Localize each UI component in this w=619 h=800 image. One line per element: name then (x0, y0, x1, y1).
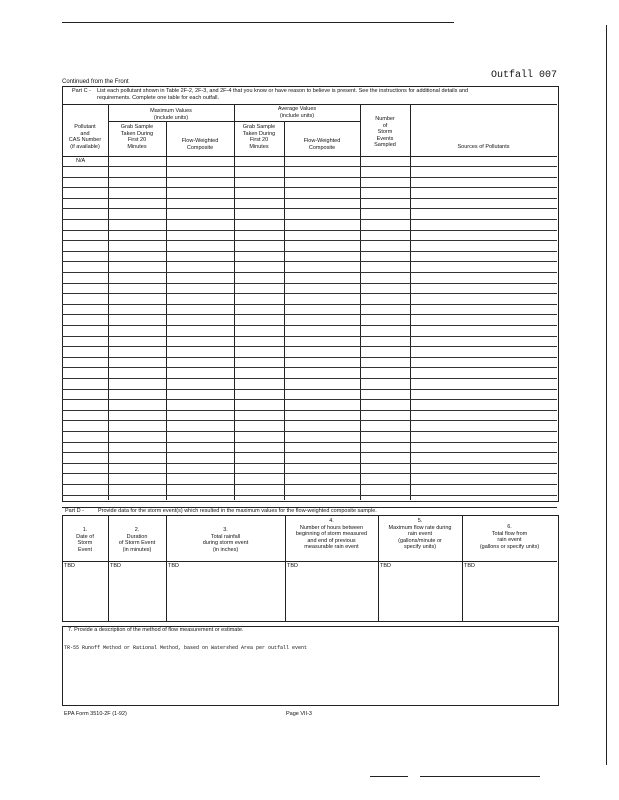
header-num-events: Number of Storm Events Sampled (374, 116, 396, 148)
right-margin-rule (606, 25, 607, 765)
header-max-values: Maximum Values (include units) (150, 108, 192, 121)
part-c-row-line (62, 346, 557, 347)
part-c-row-line (62, 251, 557, 252)
part-d7-label: 7. Provide a description of the method of flow measurement or estimate. (68, 627, 244, 633)
part-c-row-line (62, 484, 557, 485)
part-c-row-line (62, 495, 557, 496)
form-number: EPA Form 3510-2F (1-92) (64, 711, 127, 717)
part-c-row-line (62, 272, 557, 273)
d-value-rainfall: TBD (168, 563, 179, 569)
part-c-row-line (62, 389, 557, 390)
part-d-header-bottom (62, 561, 557, 562)
part-c-row-line (62, 367, 557, 368)
header-sources: Sources of Pollutants (457, 144, 510, 150)
part-c-row-line (62, 463, 557, 464)
bottom-rule-left (370, 776, 408, 777)
part-c-first-entry: N/A (76, 158, 86, 164)
part-c-row-line (62, 420, 557, 421)
part-d-label: Part D - (65, 508, 84, 514)
part-c-rule-header-bottom (62, 156, 557, 157)
part-c-instructions-2: requirements. Complete one table for each outfall. (97, 95, 219, 101)
part-c-row-line (62, 336, 557, 337)
part-c-row-line (62, 473, 557, 474)
part-c-rule-top (62, 104, 557, 105)
d-value-hours-between: TBD (287, 563, 298, 569)
outfall-label: Outfall 007 (491, 70, 558, 81)
part-d7-box (62, 626, 559, 706)
part-c-row-line (62, 431, 557, 432)
part-c-row-line (62, 293, 557, 294)
part-c-row-line (62, 261, 557, 262)
part-c-row-line (62, 166, 557, 167)
header-grab-avg: Grab Sample Taken During First 20 Minutes (242, 124, 276, 150)
continued-from-front: Continued from the Front (62, 79, 129, 85)
d-value-date: TBD (64, 563, 75, 569)
header-flow-avg: Flow-Weighted Composite (303, 138, 341, 151)
col-line-1 (108, 104, 109, 500)
part-d7-text: TR-55 Runoff Method or Rational Method, based on Watershed Area per outfall event (64, 645, 308, 651)
d-value-total-flow: TBD (464, 563, 475, 569)
part-c-row-line (62, 177, 557, 178)
header-pollutant: Pollutant and CAS Number (if available) (68, 124, 102, 150)
col-line-3 (234, 104, 235, 500)
top-rule (62, 22, 454, 23)
col-line-6 (410, 104, 411, 500)
d-header-date: 1. Date of Storm Event (76, 527, 94, 553)
part-c-row-line (62, 198, 557, 199)
d-value-max-flow: TBD (380, 563, 391, 569)
col-line-5 (360, 104, 361, 500)
part-c-row-line (62, 410, 557, 411)
part-c-row-line (62, 325, 557, 326)
part-c-row-line (62, 240, 557, 241)
d-header-hours-between: 4. Number of hours between beginning of storm measured and end of previous measurable rain event (295, 518, 368, 550)
part-c-row-line (62, 230, 557, 231)
bottom-rule-right (420, 776, 540, 777)
part-c-row-line (62, 378, 557, 379)
part-c-row-line (62, 357, 557, 358)
part-c-row-line (62, 452, 557, 453)
part-c-row-line (62, 442, 557, 443)
part-c-row-line (62, 304, 557, 305)
header-grab-max: Grab Sample Taken During First 20 Minutes (120, 124, 154, 150)
d-header-total-flow: 6. Total flow from rain event (gallons or specify units) (479, 524, 540, 550)
part-c-instructions-1: List each pollutant shown in Table 2F-2, 2F-3, and 2F-4 that you know or have reason to believe is present. See the instructions for additional details and (97, 88, 469, 94)
part-c-label: Part C - (72, 88, 91, 94)
part-c-row-line (62, 208, 557, 209)
part-c-row-line (62, 283, 557, 284)
part-c-row-line (62, 399, 557, 400)
header-avg-values: Average Values (include units) (277, 106, 317, 119)
d-header-duration: 2. Duration of Storm Event (in minutes) (118, 527, 156, 553)
d-header-max-flow: 5. Maximum flow rate during rain event (gallons/minute or specify units) (388, 518, 452, 550)
d-header-rainfall: 3. Total rainfall during storm event (in inches) (202, 527, 249, 553)
header-flow-max: Flow-Weighted Composite (181, 138, 219, 151)
part-c-row-line (62, 219, 557, 220)
d-value-duration: TBD (110, 563, 121, 569)
part-c-row-line (62, 314, 557, 315)
part-c-row-line (62, 187, 557, 188)
page-number: Page VII-3 (286, 711, 312, 717)
part-d-instructions: Provide data for the storm event(s) which resulted in the maximum values for the flow-weighted composite sample. (98, 508, 377, 514)
